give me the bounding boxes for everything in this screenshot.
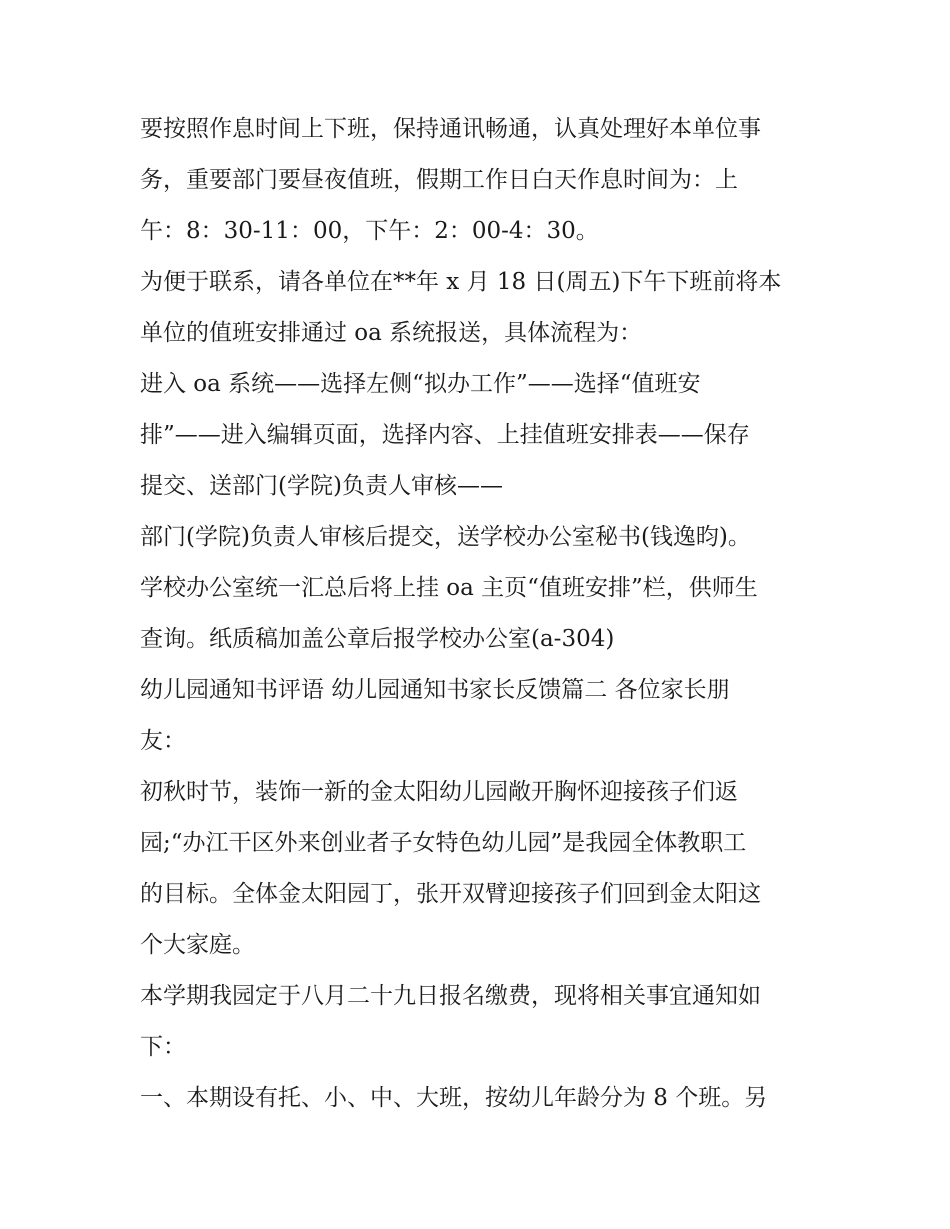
text-line: 务，重要部门要昼夜值班，假期工作日白天作息时间为：上 bbox=[140, 167, 738, 193]
text-line: 为便于联系，请各单位在**年 x 月 18 日(周五)下午下班前将本 bbox=[140, 269, 782, 295]
text-line: 学校办公室统一汇总后将上挂 oa 主页“值班安排”栏，供师生 bbox=[140, 575, 758, 601]
text-line: 幼儿园通知书评语 幼儿园通知书家长反馈篇二 各位家长朋 bbox=[140, 677, 730, 703]
text-line: 要按照作息时间上下班，保持通讯畅通，认真处理好本单位事 bbox=[140, 116, 761, 142]
text-line: 下： bbox=[140, 1034, 186, 1060]
text-line: 园;“办江干区外来创业者子女特色幼儿园”是我园全体教职工 bbox=[140, 830, 747, 856]
text-line: 查询。纸质稿加盖公章后报学校办公室(a-304) bbox=[140, 626, 615, 652]
text-line: 提交、送部门(学院)负责人审核—— bbox=[140, 473, 503, 499]
text-line: 单位的值班安排通过 oa 系统报送，具体流程为： bbox=[140, 320, 643, 346]
text-line: 午：8：30-11：00，下午：2：00-4：30。 bbox=[140, 218, 599, 244]
text-line: 进入 oa 系统——选择左侧“拟办工作”——选择“值班安 bbox=[140, 371, 701, 397]
text-line: 初秋时节，装饰一新的金太阳幼儿园敞开胸怀迎接孩子们返 bbox=[140, 779, 738, 805]
text-line: 排”——进入编辑页面，选择内容、上挂值班安排表——保存 bbox=[140, 422, 750, 448]
text-line: 友： bbox=[140, 728, 186, 754]
text-line: 本学期我园定于八月二十九日报名缴费，现将相关事宜通知如 bbox=[140, 983, 761, 1009]
document-body bbox=[140, 104, 840, 1124]
text-line: 部门(学院)负责人审核后提交，送学校办公室秘书(钱逸昀)。 bbox=[140, 524, 751, 550]
text-line: 一、本期设有托、小、中、大班，按幼儿年龄分为 8 个班。另 bbox=[140, 1085, 768, 1111]
text-line: 个大家庭。 bbox=[140, 932, 255, 958]
text-line: 的目标。全体金太阳园丁，张开双臂迎接孩子们回到金太阳这 bbox=[140, 881, 761, 907]
